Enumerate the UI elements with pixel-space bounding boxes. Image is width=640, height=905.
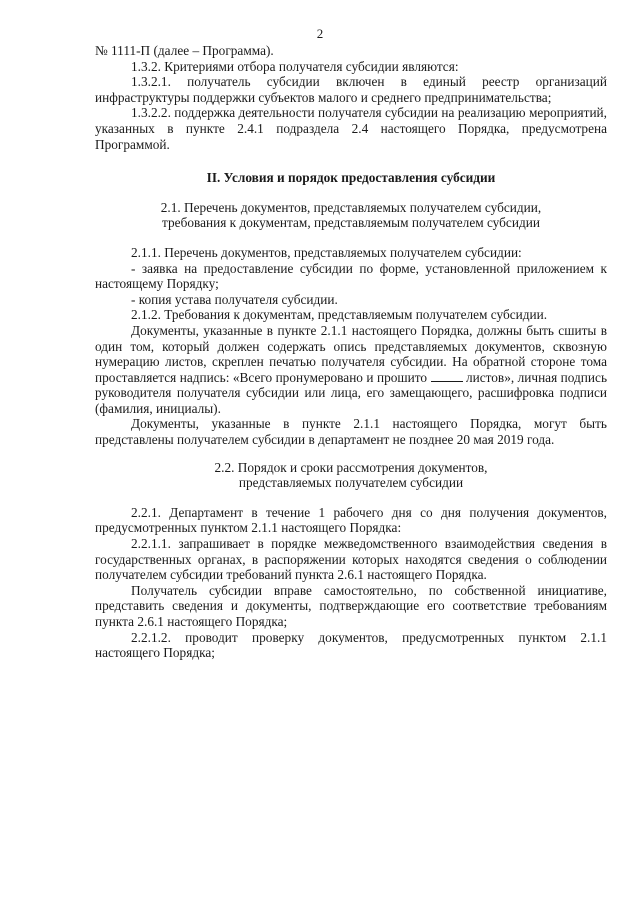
paragraph-2-2-1-1: 2.2.1.1. запрашивает в порядке межведомственного взаимодействия сведения в государственных органах, в распоряжении которых находятся сведения о соблюдении получателем субсидии требований пункта 2.6.1 настоящего Порядка. bbox=[95, 536, 607, 583]
paragraph-2-1-1: 2.1.1. Перечень документов, представляемых получателем субсидии: bbox=[131, 244, 522, 260]
page-number: 2 bbox=[316, 26, 324, 41]
blank-line bbox=[431, 371, 463, 382]
paragraph-2-1-2-deadline: Документы, указанные в пункте 2.1.1 настоящего Порядка, могут быть представлены получателем субсидии в департамент не позднее 20 мая 2019 года. bbox=[95, 416, 607, 448]
paragraph-2-2-1-2: 2.2.1.2. проводит проверку документов, предусмотренных пунктом 2.1.1 настоящего Порядка; bbox=[95, 629, 607, 661]
subsection-2-2-title-line2: представляемых получателем субсидии bbox=[238, 475, 464, 491]
paragraph-1-3-2-2: 1.3.2.2. поддержка деятельности получателя субсидии на реализацию мероприятий, указанных в пункте 2.4.1 подраздела 2.4 настоящего Порядка, предусмотрена Программой. bbox=[95, 105, 607, 152]
subsection-2-2-title-line1: 2.2. Порядок и сроки рассмотрения документов, bbox=[214, 459, 488, 475]
subsection-2-1-title-line2: требования к документам, представляемым получателем субсидии bbox=[162, 215, 540, 231]
paragraph-2-1-2-requirements bbox=[95, 323, 607, 417]
paragraph-1-3-2: 1.3.2. Критериями отбора получателя субсидии являются: bbox=[131, 58, 459, 74]
requirements-text-end: листов», личная подпись руководителя получателя субсидии или лица, его замещающего, расшифровка подписи (фамилия, инициалы). bbox=[95, 369, 608, 416]
subsection-2-1-title bbox=[95, 200, 607, 231]
subsection-2-2-title bbox=[95, 460, 607, 491]
paragraph-1-3-2-1: 1.3.2.1. получатель субсидии включен в единый реестр организаций инфраструктуры поддержки субъектов малого и среднего предпринимательства; bbox=[95, 74, 607, 105]
paragraph-2-2-1: 2.2.1. Департамент в течение 1 рабочего дня со дня получения документов, предусмотренных пунктом 2.1.1 настоящего Порядка: bbox=[95, 504, 607, 536]
document-body bbox=[95, 43, 607, 661]
paragraph-2-2-1-1-note: Получатель субсидии вправе самостоятельно, по собственной инициативе, представить сведения и документы, подтверждающие его соответствие требованиям пункта 2.6.1 настоящего Порядка; bbox=[95, 582, 607, 629]
list-item-charter-copy: - копия устава получателя субсидии. bbox=[131, 291, 338, 307]
section-title: II. Условия и порядок предоставления субсидии bbox=[206, 170, 496, 186]
paragraph-2-1-2: 2.1.2. Требования к документам, представляемым получателем субсидии. bbox=[131, 307, 548, 323]
list-item-application: - заявка на предоставление субсидии по форме, установленной приложением к настоящему Порядку; bbox=[95, 260, 607, 292]
requirements-text-start: Документы, указанные в пункте 2.1.1 настоящего Порядка, должны быть сшиты в один том, который должен содержать опись представляемых документов, сквозную нумерацию листов, скреплен печатью получателя субсидии. На обратной стороне тома проставляется надпись: «Всего пронумеровано и прошито bbox=[95, 322, 607, 385]
subsection-2-1-title-line1: 2.1. Перечень документов, представляемых получателем субсидии, bbox=[160, 199, 542, 215]
paragraph-program-ref: № 1111-П (далее – Программа). bbox=[95, 43, 274, 58]
